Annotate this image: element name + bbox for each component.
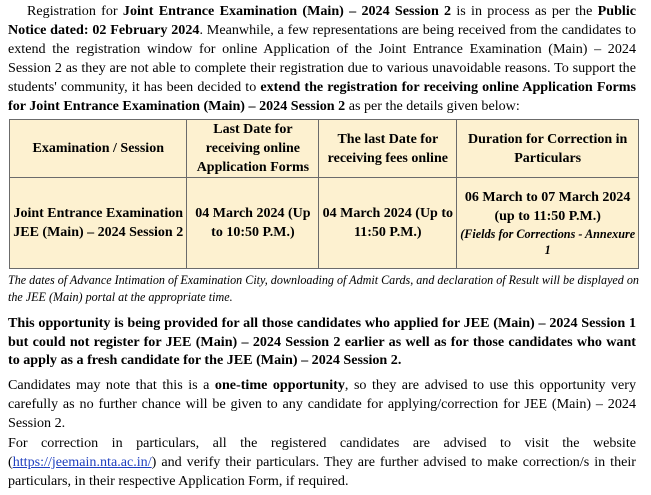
cell-correction — [457, 178, 639, 269]
one-time-paragraph — [8, 376, 636, 433]
dates-note: The dates of Advance Intimation of Examination City, downloading of Admit Cards, and declaration of Result will be displayed on the JEE (Main) portal at the appropriate time. — [8, 273, 639, 304]
correction-dates: 06 March to 07 March 2024 — [464, 190, 631, 205]
correction-fields-note: (Fields for Corrections - Annexure 1 — [460, 227, 636, 257]
correction-paragraph — [8, 434, 636, 491]
one-time-text-1: Candidates may note that this is a — [8, 377, 215, 393]
cell-last-date-fees: 04 March 2024 (Up to 11:50 P.M.) — [319, 178, 457, 269]
header-session: Examination / Session — [10, 120, 187, 178]
header-last-date-fees: The last Date for receiving fees online — [319, 120, 457, 178]
intro-text-3: is in process as per the — [451, 3, 598, 19]
website-link[interactable]: https://jeemain.nta.ac.in/ — [12, 453, 152, 470]
intro-paragraph — [8, 2, 636, 115]
opportunity-paragraph: This opportunity is being provided for all those candidates who applied for JEE (Main) – 2024 Session 1 but could not register for JEE (Main) – 2024 Session 2 earlier as well as for those candidates who want to apply as a fresh candidate for the JEE (Main) – 2024 Session 2. — [8, 315, 636, 369]
schedule-table — [9, 119, 639, 269]
correction-text-1: For correction in particulars, all the registered candidates are advised to visit the website ( — [8, 435, 636, 470]
table-row — [10, 178, 639, 269]
exam-name: Joint Entrance Examination (Main) – 2024 Session 2 — [122, 3, 452, 19]
one-time-opportunity: one-time opportunity — [214, 377, 345, 393]
correction-text-2: ) and verify their particulars. They are further advised to make correction/s in their particulars, in their respective Application Form, if required. — [8, 453, 636, 489]
header-last-date-forms: Last Date for receiving online Application Forms — [187, 120, 319, 178]
intro-text-7: as per the details given below: — [345, 97, 520, 114]
intro-text-1: Registration for — [27, 3, 123, 19]
one-time-text-3: , so they are advised to use this opportunity very carefully as no further chance will be given to any candidate for applying/correction for JEE (Main) – 2024 Session 2. — [8, 377, 637, 431]
extension-statement: extend the registration for receiving online Application Forms for Joint Entrance Examination (Main) – 2024 Session 2 — [8, 78, 636, 114]
table-header-row — [10, 120, 639, 178]
public-notice-date: Public Notice dated: 02 February 2024 — [8, 3, 636, 38]
cell-session: Joint Entrance Examination JEE (Main) – 2024 Session 2 — [10, 178, 187, 269]
cell-last-date-forms: 04 March 2024 (Up to 10:50 P.M.) — [187, 178, 319, 269]
header-correction: Duration for Correction in Particulars — [457, 120, 639, 178]
intro-text-5: . Meanwhile, a few representations are being received from the candidates to extend the registration window for online Application of the Joint Entrance Examination (Main) – 2024 Session 2 as they are not able to complete their registration due to various unavoidable reasons. To support the students' community, it has been decided to — [8, 21, 636, 95]
correction-time: (up to 11:50 P.M.) — [494, 209, 601, 224]
